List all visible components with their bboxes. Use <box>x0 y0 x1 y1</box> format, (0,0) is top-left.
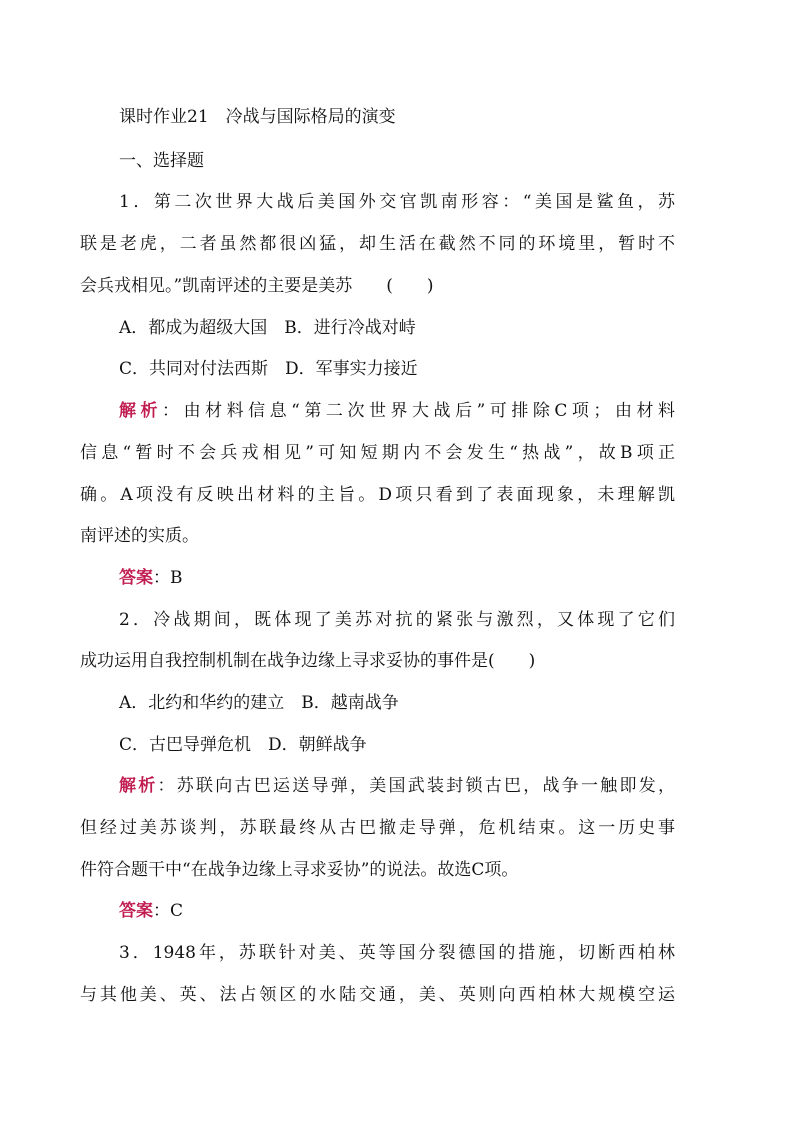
q2-analysis-line-2: 但经过美苏谈判，苏联最终从古巴撤走导弹，危机结束。这一历史事 <box>80 818 675 838</box>
q2-stem-line-1: 2．冷战期间，既体现了美苏对抗的紧张与激烈，又体现了它们 <box>119 610 675 630</box>
q3-stem-line-1: 3．1948年，苏联针对美、英等国分裂德国的措施，切断西柏林 <box>119 943 675 963</box>
q3-stem-line-2: 与其他美、英、法占领区的水陆交通，美、英则向西柏林大规模空运 <box>80 985 675 1005</box>
q1-stem-line-1: 1．第二次世界大战后美国外交官凯南形容：“美国是鲨鱼，苏 <box>119 192 675 212</box>
q1-options-line-1: A．都成为超级大国 B．进行冷战对峙 <box>119 318 416 338</box>
q1-analysis-line-2: 信息“暂时不会兵戎相见”可知短期内不会发生“热战”，故B项正 <box>80 443 675 463</box>
q2-answer-value: ：C <box>153 901 184 921</box>
q2-answer-label: 答案 <box>119 901 153 921</box>
q2-stem-line-2: 成功运用自我控制机制在战争边缘上寻求妥协的事件是( ) <box>80 651 536 671</box>
section-heading: 一、选择题 <box>119 151 204 171</box>
q1-analysis-label: 解析 <box>119 401 163 421</box>
q2-answer <box>119 899 183 923</box>
q1-analysis-line-4: 南评述的实质。 <box>80 526 199 546</box>
q1-answer-value: ：B <box>153 568 183 588</box>
q2-analysis-line-1: 解析：苏联向古巴运送导弹，美国武装封锁古巴，战争一触即发， <box>119 776 675 796</box>
q1-analysis-line-3: 确。A项没有反映出材料的主旨。D项只看到了表面现象，未理解凯 <box>80 485 675 505</box>
q2-analysis-label: 解析 <box>119 776 158 796</box>
page-title: 课时作业21 冷战与国际格局的演变 <box>119 107 396 127</box>
q1-stem-line-3: 会兵戎相见。”凯南评述的主要是美苏 ( ) <box>80 276 434 296</box>
q1-options-line-2: C．共同对付法西斯 D．军事实力接近 <box>119 359 418 379</box>
q1-answer-label: 答案 <box>119 568 153 588</box>
q2-analysis-line-3: 件符合题干中“在战争边缘上寻求妥协”的说法。故选C项。 <box>80 860 519 880</box>
q1-stem-line-2: 联是老虎，二者虽然都很凶猛，却生活在截然不同的环境里，暂时不 <box>80 234 675 254</box>
q1-analysis-line-1: 解析：由材料信息“第二次世界大战后”可排除C项；由材料 <box>119 401 675 421</box>
q2-options-line-2: C．古巴导弹危机 D．朝鲜战争 <box>119 735 367 755</box>
q1-answer <box>119 566 183 590</box>
q2-options-line-1: A．北约和华约的建立 B．越南战争 <box>119 693 399 713</box>
